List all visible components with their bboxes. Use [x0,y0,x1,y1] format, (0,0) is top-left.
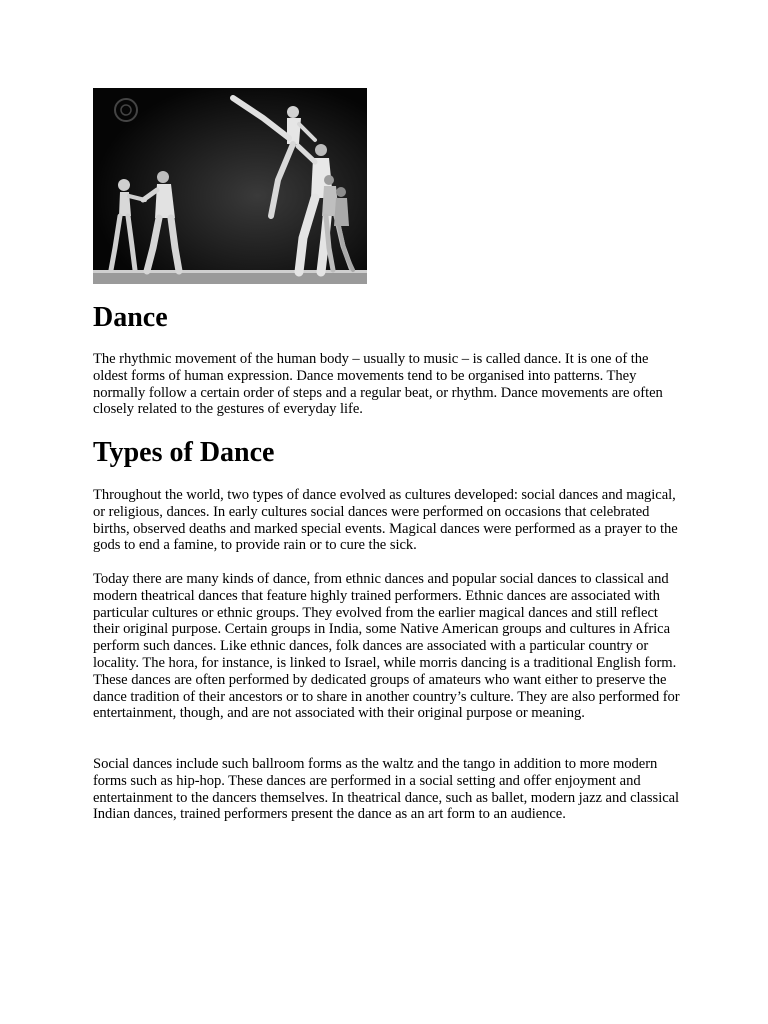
paragraph-types-1: Throughout the world, two types of dance evolved as cultures developed: social dances and magical, or religious, dances. In early cultures social dances were performed on occasions that celebrated births, observed deaths and marked special events. Magical dances were performed as a prayer to the gods to end a famine, to provide rain or to cure the sick. [93,487,678,554]
dancers-photo [93,88,367,284]
section-heading-types-of-dance: Types of Dance [93,437,275,468]
paragraph-types-2: Today there are many kinds of dance, from ethnic dances and popular social dances to classical and modern theatrical dances that feature highly trained performers. Ethnic dances are associated with particular cultures or ethnic groups. They evolved from the earlier magical dances and still reflect their original purpose. Certain groups in India, some Native American groups and cultures in Africa perform such dances. Like ethnic dances, folk dances are associated with a particular country or locality. The hora, for instance, is linked to Israel, while morris dancing is a traditional English form. These dances are often performed by dedicated groups of amateurs who want either to preserve the dance tradition of their ancestors or to share in another country’s culture. They are also performed for entertainment, though, and are not associated with their original purpose or meaning. [93,571,680,722]
paragraph-types-3: Social dances include such ballroom forms as the waltz and the tango in addition to more modern forms such as hip-hop. These dances are performed in a social setting and offer enjoyment and entertainment to the dancers themselves. In theatrical dance, such as ballet, modern jazz and classical Indian dances, trained performers present the dance as an art form to an audience. [93,756,680,823]
paragraph-dance-intro: The rhythmic movement of the human body – usually to music – is called dance. It is one of the oldest forms of human expression. Dance movements tend to be organised into patterns. They normally follow a certain order of steps and a regular beat, or rhythm. Dance movements are often closely related to the gestures of everyday life. [93,351,663,418]
section-heading-dance: Dance [93,302,168,333]
